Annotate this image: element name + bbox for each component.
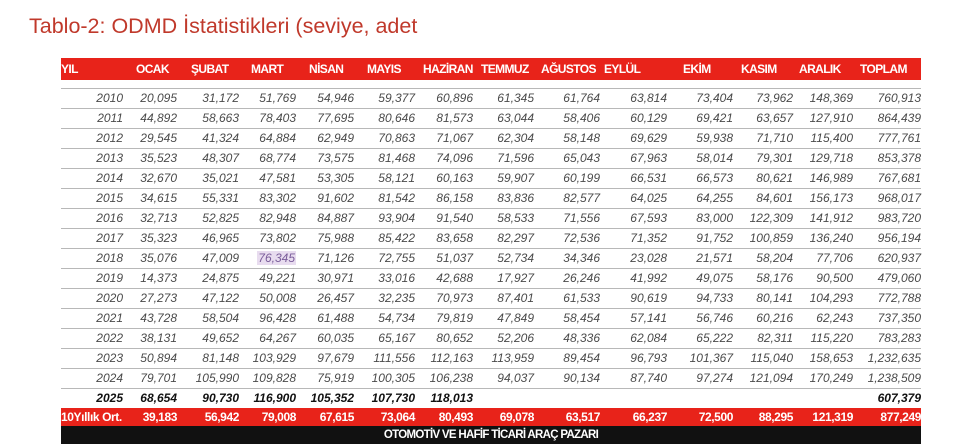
value-cell: 20,095 [140,91,177,105]
value-cell: 127,910 [809,111,853,125]
value-cell: 82,948 [259,211,296,225]
table-title: Tablo-2: ODMD İstatistikleri (seviye, adet [29,14,418,38]
value-cell: 47,009 [202,251,239,265]
value-cell: 91,752 [696,231,733,245]
value-cell: 59,938 [696,131,733,145]
value-cell: 27,273 [140,291,177,305]
value-cell: 73,575 [317,151,354,165]
table-row [61,129,921,149]
value-cell: 94,037 [497,371,534,385]
year-cell: 2023 [96,351,123,365]
value-cell: 48,307 [202,151,239,165]
value-cell: 44,892 [140,111,177,125]
value-cell: 80,652 [436,331,473,345]
table-row [61,329,921,349]
value-cell: 62,243 [816,311,853,325]
value-cell: 49,075 [696,271,733,285]
year-cell: 2010 [96,91,123,105]
average-value: 72,500 [698,410,733,424]
value-cell: 81,148 [202,351,239,365]
value-cell: 760,913 [877,91,921,105]
value-cell: 136,240 [809,231,853,245]
value-cell: 105,352 [310,391,354,405]
value-cell: 56,746 [696,311,733,325]
value-cell: 50,894 [140,351,177,365]
value-cell: 60,216 [756,311,793,325]
value-cell: 100,305 [371,371,415,385]
value-cell: 90,730 [202,391,239,405]
value-cell: 79,819 [436,311,473,325]
table-row [61,189,921,209]
year-cell: 2024 [96,371,123,385]
value-cell: 41,992 [630,271,667,285]
value-cell: 68,774 [259,151,296,165]
header-cell: OCAK [136,62,169,76]
value-cell: 109,828 [252,371,296,385]
value-cell: 90,619 [630,291,667,305]
value-cell: 47,122 [202,291,239,305]
header-cell: MART [251,62,284,76]
value-cell: 112,163 [430,351,473,365]
year-cell: 2019 [96,271,123,285]
value-cell: 983,720 [877,211,921,225]
value-cell: 62,084 [630,331,667,345]
value-cell: 61,533 [563,291,600,305]
value-cell: 97,679 [317,351,354,365]
value-cell: 96,428 [259,311,296,325]
value-cell: 58,454 [563,311,600,325]
value-cell: 77,706 [816,251,853,265]
value-cell: 73,404 [696,91,733,105]
value-cell: 41,324 [202,131,239,145]
value-cell: 32,235 [378,291,415,305]
value-cell: 53,305 [317,171,354,185]
value-cell: 93,904 [378,211,415,225]
header-cell: YIL [61,62,78,76]
value-cell: 63,814 [630,91,667,105]
value-cell: 65,222 [696,331,733,345]
header-cell: MAYIS [367,62,401,76]
value-cell: 71,710 [756,131,793,145]
value-cell: 777,761 [877,131,921,145]
value-cell: 58,148 [563,131,600,145]
value-cell: 48,336 [563,331,600,345]
value-cell: 89,454 [563,351,600,365]
table-row [61,309,921,329]
value-cell: 49,652 [202,331,239,345]
header-cell: TOPLAM [860,62,907,76]
average-value: 63,517 [565,410,600,424]
value-cell: 107,730 [371,391,415,405]
value-cell: 81,468 [378,151,415,165]
header-cell: TEMMUZ [481,62,529,76]
value-cell: 737,350 [877,311,921,325]
value-cell: 61,345 [497,91,534,105]
value-cell: 33,016 [378,271,415,285]
value-cell: 65,043 [563,151,600,165]
value-cell: 46,965 [202,231,239,245]
value-cell: 47,581 [259,171,296,185]
value-cell: 104,293 [809,291,853,305]
value-cell: 52,206 [497,331,534,345]
value-cell: 58,014 [696,151,733,165]
value-cell: 156,173 [809,191,853,205]
value-cell: 31,172 [202,91,239,105]
value-cell: 24,875 [202,271,239,285]
value-cell: 148,369 [809,91,853,105]
value-cell: 63,657 [756,111,793,125]
value-cell: 772,788 [877,291,921,305]
table-row [61,169,921,189]
header-cell: ARALIK [799,62,841,76]
value-cell: 38,131 [140,331,177,345]
average-row [61,408,921,426]
value-cell: 96,793 [630,351,667,365]
table-footer: OTOMOTİV VE HAFİF TİCARİ ARAÇ PAZARI [61,426,921,444]
value-cell: 67,963 [630,151,667,165]
value-cell: 14,373 [140,271,177,285]
value-cell [257,249,296,268]
value-cell: 94,733 [696,291,733,305]
value-cell: 91,602 [317,191,354,205]
value-cell: 73,962 [756,91,793,105]
value-cell: 83,000 [696,211,733,225]
value-cell: 70,863 [378,131,415,145]
value-cell: 54,946 [317,91,354,105]
average-value: 66,237 [632,410,667,424]
value-cell: 86,158 [436,191,473,205]
value-cell: 50,008 [259,291,296,305]
year-cell: 2017 [96,231,123,245]
value-cell: 90,134 [563,371,600,385]
value-cell: 115,400 [810,131,853,145]
value-cell: 100,859 [749,231,793,245]
value-cell: 81,573 [436,111,473,125]
table-row [61,249,921,269]
value-cell: 767,681 [877,171,921,185]
value-cell: 21,571 [696,251,733,265]
value-cell: 83,302 [259,191,296,205]
value-cell: 60,896 [436,91,473,105]
value-cell: 17,927 [497,271,534,285]
value-cell: 122,309 [749,211,793,225]
header-cell: EYLÜL [604,62,641,76]
value-cell: 57,141 [630,311,667,325]
value-cell: 77,695 [317,111,354,125]
value-cell: 69,629 [630,131,667,145]
value-cell: 85,422 [378,231,415,245]
year-cell: 2016 [96,211,123,225]
value-cell: 26,246 [563,271,600,285]
average-value: 79,008 [261,410,296,424]
value-cell: 87,740 [630,371,667,385]
table-row [61,389,921,408]
value-cell: 51,037 [436,251,473,265]
value-cell: 34,346 [563,251,600,265]
value-cell: 146,989 [809,171,853,185]
value-cell: 54,734 [378,311,415,325]
statistics-table [61,58,921,444]
header-cell: EKİM [683,62,711,76]
value-cell: 113,959 [491,351,534,365]
value-cell: 81,542 [378,191,415,205]
value-cell: 74,096 [436,151,473,165]
value-cell: 111,556 [373,351,415,365]
average-label: 10Yıllık Ort. [61,410,122,424]
value-cell: 59,377 [378,91,415,105]
value-cell: 62,304 [497,131,534,145]
value-cell: 65,167 [378,331,415,345]
value-cell: 64,255 [696,191,733,205]
value-cell: 620,937 [877,251,921,265]
year-cell: 2012 [96,131,123,145]
average-value: 56,942 [204,410,239,424]
value-cell: 64,884 [259,131,296,145]
value-cell: 103,929 [252,351,296,365]
value-cell: 58,663 [202,111,239,125]
average-value: 80,493 [438,410,473,424]
year-cell: 2014 [96,171,123,185]
table-row [61,88,921,109]
average-value: 69,078 [499,410,534,424]
table-header-row [61,58,921,80]
value-cell: 71,596 [497,151,534,165]
value-cell: 80,621 [756,171,793,185]
header-cell: HAZİRAN [423,62,473,76]
value-cell: 1,238,509 [867,371,921,385]
header-cell: KASIM [741,62,777,76]
value-cell: 783,283 [877,331,921,345]
value-cell: 853,378 [877,151,921,165]
value-cell: 72,755 [378,251,415,265]
value-cell: 968,017 [877,191,921,205]
value-cell: 607,379 [877,391,921,405]
average-value: 39,183 [142,410,177,424]
average-value: 73,064 [380,410,415,424]
value-cell: 60,129 [630,111,667,125]
value-cell: 158,653 [809,351,853,365]
value-cell: 71,126 [317,251,354,265]
value-cell: 141,912 [809,211,853,225]
value-cell: 58,504 [202,311,239,325]
value-cell: 118,013 [430,391,473,405]
value-cell: 121,094 [749,371,793,385]
table-row [61,149,921,169]
value-cell: 170,249 [809,371,853,385]
value-cell: 30,971 [317,271,354,285]
value-cell: 82,297 [497,231,534,245]
value-cell: 116,900 [253,391,296,405]
value-cell: 73,802 [259,231,296,245]
value-cell: 42,688 [436,271,473,285]
value-cell: 115,040 [750,351,793,365]
value-cell: 101,367 [689,351,733,365]
average-value: 121,319 [812,410,853,424]
value-cell: 84,601 [756,191,793,205]
value-cell: 71,352 [630,231,667,245]
value-cell: 23,028 [630,251,667,265]
value-cell: 55,331 [202,191,239,205]
value-cell: 78,403 [259,111,296,125]
value-cell: 35,076 [140,251,177,265]
average-value: 88,295 [758,410,793,424]
table-row [61,269,921,289]
value-cell: 83,658 [436,231,473,245]
value-cell: 72,536 [563,231,600,245]
header-cell: ŞUBAT [191,62,229,76]
highlighted-cell: 76,345 [258,251,295,265]
year-cell: 2025 [96,391,123,405]
year-cell: 2020 [96,291,123,305]
table-row [61,289,921,309]
value-cell: 1,232,635 [867,351,921,365]
value-cell: 864,439 [877,111,921,125]
value-cell: 64,267 [259,331,296,345]
value-cell: 58,176 [756,271,793,285]
year-cell: 2011 [97,111,123,125]
average-value: 67,615 [319,410,354,424]
value-cell: 82,577 [563,191,600,205]
value-cell: 80,141 [756,291,793,305]
value-cell: 83,836 [497,191,534,205]
value-cell: 34,615 [140,191,177,205]
value-cell: 66,573 [696,171,733,185]
value-cell: 105,990 [195,371,239,385]
year-cell: 2013 [96,151,123,165]
value-cell: 129,718 [809,151,853,165]
value-cell: 79,701 [140,371,177,385]
value-cell: 59,907 [497,171,534,185]
header-cell: NİSAN [309,62,344,76]
value-cell: 32,670 [140,171,177,185]
value-cell: 58,406 [563,111,600,125]
year-cell: 2018 [96,251,123,265]
table-row [61,109,921,129]
value-cell: 60,199 [563,171,600,185]
value-cell: 75,988 [317,231,354,245]
value-cell: 58,533 [497,211,534,225]
value-cell: 58,204 [756,251,793,265]
value-cell: 69,421 [696,111,733,125]
value-cell: 956,194 [877,231,921,245]
value-cell: 61,488 [317,311,354,325]
value-cell: 60,035 [317,331,354,345]
value-cell: 35,523 [140,151,177,165]
value-cell: 479,060 [877,271,921,285]
value-cell: 47,849 [497,311,534,325]
value-cell: 64,025 [630,191,667,205]
value-cell: 91,540 [436,211,473,225]
value-cell: 52,734 [497,251,534,265]
value-cell: 90,500 [816,271,853,285]
table-row [61,229,921,249]
value-cell: 66,531 [630,171,667,185]
value-cell: 61,764 [563,91,600,105]
average-value: 877,249 [880,410,921,424]
value-cell: 68,654 [140,391,177,405]
value-cell: 52,825 [202,211,239,225]
year-cell: 2021 [96,311,123,325]
value-cell: 82,311 [757,331,793,345]
value-cell: 79,301 [756,151,793,165]
table-body [61,88,921,408]
value-cell: 58,121 [378,171,415,185]
value-cell: 29,545 [140,131,177,145]
value-cell: 51,769 [259,91,296,105]
value-cell: 60,163 [436,171,473,185]
header-cell: AĞUSTOS [541,62,596,76]
value-cell: 80,646 [378,111,415,125]
value-cell: 71,556 [563,211,600,225]
year-cell: 2015 [96,191,123,205]
value-cell: 106,238 [429,371,473,385]
value-cell: 43,728 [140,311,177,325]
value-cell: 35,021 [202,171,239,185]
value-cell: 35,323 [140,231,177,245]
value-cell: 115,220 [810,331,853,345]
value-cell: 84,887 [317,211,354,225]
table-row [61,349,921,369]
year-cell: 2022 [96,331,123,345]
value-cell: 49,221 [259,271,296,285]
value-cell: 32,713 [140,211,177,225]
value-cell: 26,457 [317,291,354,305]
table-row [61,209,921,229]
value-cell: 87,401 [497,291,534,305]
value-cell: 62,949 [317,131,354,145]
value-cell: 97,274 [696,371,733,385]
value-cell: 75,919 [317,371,354,385]
value-cell: 67,593 [630,211,667,225]
value-cell: 71,067 [436,131,473,145]
table-row [61,369,921,389]
value-cell: 70,973 [436,291,473,305]
value-cell: 63,044 [497,111,534,125]
